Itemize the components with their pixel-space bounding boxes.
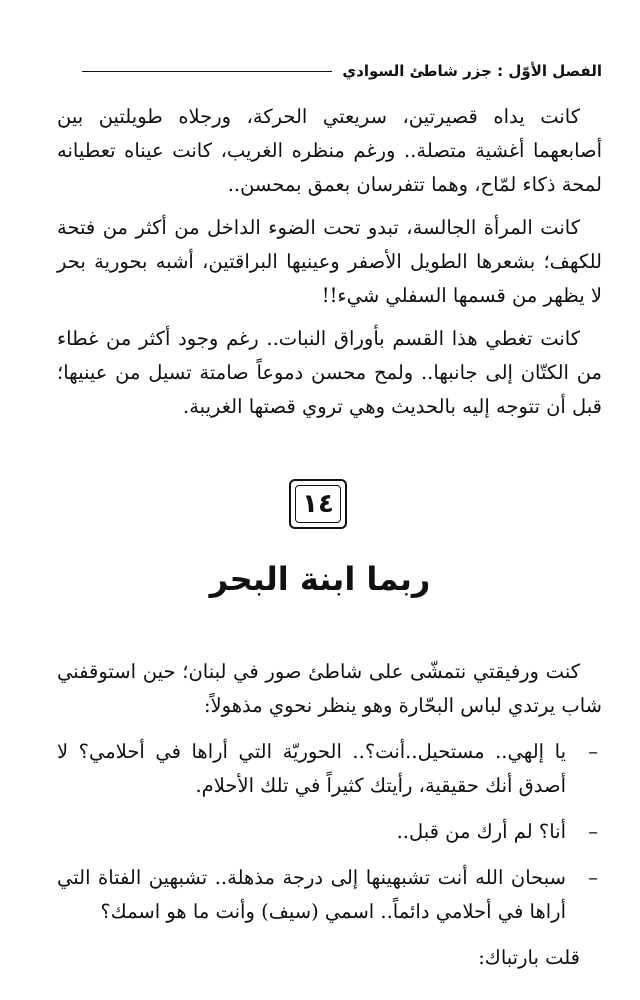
paragraph: كانت المرأة الجالسة، تبدو تحت الضوء الداخل من أكثر من فتحة للكهف؛ بشعرها الطويل الأصفر وعينيها البراقتين، أشبه بحورية بحر لا يظهر من قسمها السفلي شيء!! [57,216,602,307]
chapter-title: ربما ابنة البحر [209,560,431,598]
dialogue-dash: – [588,866,598,889]
chapter-story-text [57,655,602,975]
dialogue-dash: – [588,740,598,763]
dialogue-line [57,815,602,849]
paragraph: كانت تغطي هذا القسم بأوراق النبات.. رغم وجود أكثر من غطاء من الكتّان إلى جانبها.. ولمح محسن دموعاً صامتة تسيل من عينيها؛ قبل أن تتوجه إليه بالحديث وهي تروي قصتها الغريبة. [57,327,602,418]
paragraph: كنت ورفيقتي نتمشّى على شاطئ صور في لبنان؛ حين استوقفني شاب يرتدي لباس البحّارة وهو ينظر نحوي مذهولاً: [57,660,602,717]
dialogue-line [57,861,602,929]
paragraph: قلت بارتباك: [478,946,580,969]
dialogue-dash: – [588,820,598,843]
chapter-number-box [289,479,347,529]
dialogue-text: يا إلهي.. مستحيل..أنت؟.. الحوريّة التي أراها في أحلامي؟ لا أصدق أنك حقيقية، رأيتك كثيراً في تلك الأحلام. [57,740,566,797]
dialogue-text: سبحان الله أنت تشبهينها إلى درجة مذهلة.. تشبهين الفتاة التي أراها في أحلامي دائماً.. اسمي (سيف) وأنت ما هو اسمك؟ [57,866,566,923]
running-header [82,60,602,82]
paragraph: كانت يداه قصيرتين، سريعتي الحركة، ورجلاه طويلتين بين أصابعهما أغشية متصلة.. ورغم منظره الغريب، كانت عيناه تعطيانه لمحة ذكاء لمّاح، وهما تتفرسان بعمق بمحسن.. [57,105,602,196]
previous-chapter-text [57,100,602,424]
dialogue-text: أنا؟ لم أرك من قبل.. [396,820,566,843]
dialogue-line [57,735,602,803]
chapter-number: ١٤ [302,489,334,519]
header-rule [82,71,332,72]
chapter-header-title: الفصل الأوّل : جزر شاطئ السوادي [342,62,602,80]
dialogue-list [57,735,602,929]
